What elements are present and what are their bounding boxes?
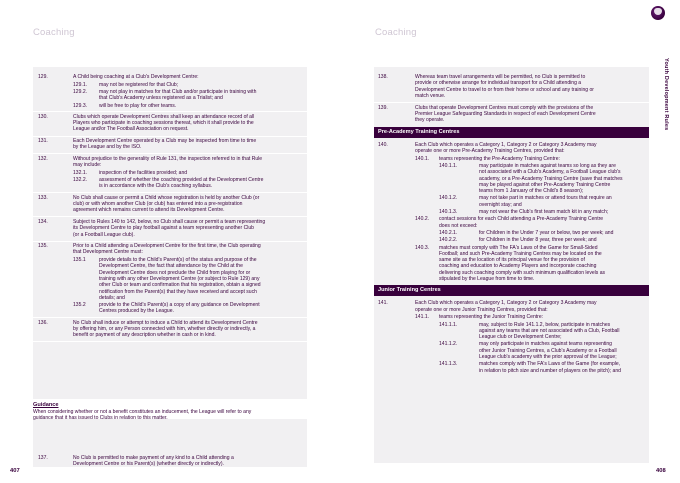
rule-text-line: Each Club which operates a Category 1, Category 2 or Category 3 Academy may xyxy=(415,300,597,307)
rule-text-line: may not take part in matches or attend tours that require an xyxy=(479,195,612,202)
rule-text-line: coaching and education to Academy Players and incorporate coaching xyxy=(439,263,597,270)
rule-text-line: Clubs that operate Development Centres must comply with the provisions of the xyxy=(415,104,594,111)
rule-text-line: training with any other Development Centre (or subject to Rule 129) any xyxy=(99,275,260,282)
rule-text-line: by the League and by the ISO. xyxy=(73,144,142,151)
section-heading-bar xyxy=(374,127,649,138)
rule-text-line: League club or Development Centre; xyxy=(479,334,562,341)
rule-text-line: operate one or more Pre-Academy Training Centres, provided that: xyxy=(415,148,565,154)
left-page-number: 407 xyxy=(10,468,20,474)
rule-text-line: against any teams that are not associated with a Club, Football xyxy=(479,327,620,334)
rule-text-line: Centres produced by the League. xyxy=(99,308,174,315)
rule-number: 140.3. xyxy=(415,244,430,251)
rule-text-line: No Club shall induce or attempt to induce a Child to attend its Development Centre xyxy=(73,319,258,326)
rule-text-line: delivering such coaching comply with such minimum qualification levels as xyxy=(439,269,606,276)
rule-divider xyxy=(33,216,307,217)
rule-number: 133. xyxy=(38,194,48,201)
left-page-header: Coaching xyxy=(33,27,75,38)
right-page-header: Coaching xyxy=(375,27,417,38)
rule-text-line: matches comply with The FA's Laws of the Game (for example, xyxy=(479,361,621,368)
rule-text-line: No Club shall cause or permit a Child whose registration is held by another Club (or xyxy=(73,194,260,201)
rule-number: 138. xyxy=(378,74,388,80)
rule-text-line: Football; and such Pre-Academy Training Centres may be located on the xyxy=(439,250,602,257)
rule-text-line: may only participate in matches against teams representing xyxy=(479,341,612,348)
rule-text-line: teams representing the Pre-Academy Training Centre: xyxy=(439,155,560,162)
rule-number: 140.1. xyxy=(415,155,430,162)
rule-divider xyxy=(33,111,307,112)
rule-number: 140.2.1. xyxy=(439,229,458,236)
rule-text-line: Development Centre does not preclude the Child from playing for or xyxy=(99,269,251,276)
rule-text-line: overnight stay; and xyxy=(479,201,522,208)
rule-number: 132.1. xyxy=(73,169,88,176)
rule-number: 136. xyxy=(38,319,48,326)
rule-number: 135.2 xyxy=(73,302,86,309)
rule-text-line: its Development Centre to play football against a team representing another Club xyxy=(73,225,254,232)
rule-text-line: for Children in the Under 7 year or below, two per week; and xyxy=(479,229,614,236)
rule-text-line: club) or with whom another Club (or club) has entered into a pre-registration xyxy=(73,201,243,207)
rule-text-line: benefit or payment of any description whether in cash or in kind. xyxy=(73,332,216,339)
rule-divider xyxy=(33,241,307,242)
rule-text-line: assessment of whether the coaching provided at the Development Centre xyxy=(99,177,264,184)
rule-text-line: may not wear the Club's first team match kit in any match; xyxy=(479,209,609,215)
rule-divider xyxy=(33,153,307,154)
rule-text-line: may include: xyxy=(73,162,102,169)
rule-text-line: not associated with a Club's Academy, a Football League club's xyxy=(479,169,621,176)
rule-divider xyxy=(33,317,307,318)
rule-number: 134. xyxy=(38,218,48,225)
rule-text-line: may not play in matches for that Club and/or participate in training with xyxy=(99,88,257,95)
rule-text-line: academy, or a Pre-Academy Training Centre (save that matches xyxy=(479,175,623,182)
rule-number: 141.1. xyxy=(415,314,430,321)
rule-text-line: provide details to the Child's Parent(s) of the status and purpose of the xyxy=(99,257,257,263)
rule-text-line: by offering him, or any Person connected with him, whether directly or indirectly, a xyxy=(73,326,256,332)
premier-league-logo-icon xyxy=(651,6,665,20)
rule-text-line: (or a Football League club). xyxy=(73,231,135,238)
right-page xyxy=(340,0,680,483)
rule-text-line: Without prejudice to the generality of Rule 131, the inspection referred to in that Rule xyxy=(73,155,263,162)
rule-number: 140. xyxy=(378,141,388,148)
rule-text-line: may participate in matches against teams so long as they are xyxy=(479,162,616,169)
rule-text-line: does not exceed: xyxy=(439,222,478,229)
rule-text-line: notification from the Parent(s) that they have received and accept such xyxy=(99,288,257,295)
rule-text-line: that Club's Academy unless registered as a Trialist; and xyxy=(99,95,223,102)
rule-number: 141.1.3. xyxy=(439,361,458,368)
rule-divider xyxy=(374,102,649,103)
rule-text-line: may, subject to Rule 141.1.2, below, participate in matches xyxy=(479,321,611,328)
rule-text-line: details; and xyxy=(99,294,125,301)
rule-divider xyxy=(33,192,307,193)
rule-number: 130. xyxy=(38,113,48,120)
rule-text-line: Premier League Safeguarding Standards in respect of each Development Centre xyxy=(415,110,596,117)
section-heading-bar xyxy=(374,285,649,296)
rule-text-line: Clubs which operate Development Centres shall keep an attendance record of all xyxy=(73,113,255,120)
rule-text-line: Development Centre, the fact that attendance by the Child at the xyxy=(99,263,243,270)
rule-number: 140.2.2. xyxy=(439,237,458,244)
rule-text-line: provide or otherwise arrange for individual transport for a Child attending a xyxy=(415,80,582,87)
rule-text-line: will be free to play for other teams. xyxy=(99,102,177,109)
left-rules-panel xyxy=(33,67,307,467)
rule-number: 135.1 xyxy=(73,257,86,263)
rule-number: 141.1.1. xyxy=(439,321,458,328)
rule-number: 137. xyxy=(38,455,48,461)
rule-text-line: match venue. xyxy=(415,92,446,99)
rule-text-line: Prior to a Child attending a Development Centre for the first time, the Club operating xyxy=(73,243,261,250)
rule-number: 131. xyxy=(38,138,48,144)
guidance-text-line: When considering whether or not a benefit constitutes an inducement, the League will refer to any xyxy=(33,409,252,415)
rule-text-line: inspection of the facilities provided; and xyxy=(99,169,188,176)
rule-divider xyxy=(33,341,307,342)
rule-number: 140.1.1. xyxy=(439,162,458,169)
rule-text-line: Players who participate in coaching sessions thereat, which it shall provide to the xyxy=(73,120,254,127)
rule-text-line: stipulated by the League from time to time. xyxy=(439,276,535,282)
rule-text-line: other Junior Training Centres, a Club's Academy or a Football xyxy=(479,347,617,354)
rule-number: 140.1.2. xyxy=(439,195,458,202)
rule-text-line: Development Centre or his Parent(s) (whether directly or indirectly). xyxy=(73,461,224,468)
rule-text-line: Each Club which operates a Category 1, Category 2 or Category 3 Academy may xyxy=(415,141,597,148)
rule-text-line: other Club or team and confirmation that his registration, obtain a signed xyxy=(99,282,261,289)
rule-text-line: Whereas team travel arrangements will be permitted, no Club is permitted to xyxy=(415,74,586,80)
rule-text-line: provide to the Child's Parent(s) a copy of any guidance on Development xyxy=(99,302,260,309)
rule-number: 129.2. xyxy=(73,88,88,95)
rule-text-line: No Club is permitted to make payment of any kind to a Child attending a xyxy=(73,455,234,461)
rule-text-line: Subject to Rules 140 to 142, below, no Club shall cause or permit a team representing xyxy=(73,218,266,225)
guidance-text-line: guidance that it has issued to Clubs in relation to this matter. xyxy=(33,415,168,422)
rule-number: 132.2. xyxy=(73,177,88,184)
rule-text-line: they operate. xyxy=(415,117,445,124)
rule-number: 139. xyxy=(378,104,388,111)
rule-text-line: Development Centre to travel to or from their home or school and any training or xyxy=(415,86,594,93)
rule-text-line: League club's academy with the prior approval of the League; xyxy=(479,354,617,360)
rule-number: 129. xyxy=(38,74,48,80)
rule-text-line: Each Development Centre operated by a Club may be inspected from time to time xyxy=(73,138,257,144)
rule-number: 141. xyxy=(378,300,388,307)
rule-text-line: A Child being coaching at a Club's Development Centre: xyxy=(73,74,199,80)
rule-number: 141.1.2. xyxy=(439,341,458,348)
rule-number: 140.1.3. xyxy=(439,209,458,215)
side-section-label: Youth Development Rules xyxy=(663,58,669,131)
rule-text-line: matches must comply with The FA's Laws of the Game for Small-Sided xyxy=(439,244,598,251)
rule-text-line: for Children in the Under 8 year, three per week; and xyxy=(479,237,597,244)
rule-number: 129.3. xyxy=(73,102,88,109)
section-heading-text: Pre-Academy Training Centres xyxy=(378,128,460,135)
rule-number: 135. xyxy=(38,243,48,250)
rule-text-line: operate one or more Junior Training Centres, provided that: xyxy=(415,306,548,313)
rule-number: 140.2. xyxy=(415,216,430,223)
rule-text-line: contact sessions for each Child attending a Pre-Academy Training Centre xyxy=(439,216,604,223)
rule-number: 132. xyxy=(38,155,48,162)
rule-number: 129.1. xyxy=(73,81,88,88)
guidance-heading: Guidance xyxy=(33,402,59,408)
rule-text-line: may not be registered for that Club; xyxy=(99,81,179,88)
section-heading-text: Junior Training Centres xyxy=(378,287,441,294)
rule-text-line: may be played against other Pre-Academy Training Centre xyxy=(479,181,611,188)
rule-text-line: is in accordance with the Club's coaching syllabus. xyxy=(99,183,213,190)
rule-text-line: same site as the location of its principal venue for the provision of xyxy=(439,257,585,264)
rule-text-line: teams representing the Junior Training Centre: xyxy=(439,314,544,321)
right-page-number: 408 xyxy=(656,468,666,474)
rule-text-line: in relation to pitch size and number of players on the pitch); and xyxy=(479,367,621,374)
right-rules-panel xyxy=(374,67,649,463)
rule-text-line: agreement which remains current to attend its Development Centre. xyxy=(73,207,225,214)
rule-divider xyxy=(33,136,307,137)
rule-text-line: that Development Centre must: xyxy=(73,249,143,256)
rule-text-line: League and/or The Football Association on request. xyxy=(73,126,189,133)
rule-text-line: teams from 1 January of the Child's 8 season); xyxy=(479,188,584,195)
